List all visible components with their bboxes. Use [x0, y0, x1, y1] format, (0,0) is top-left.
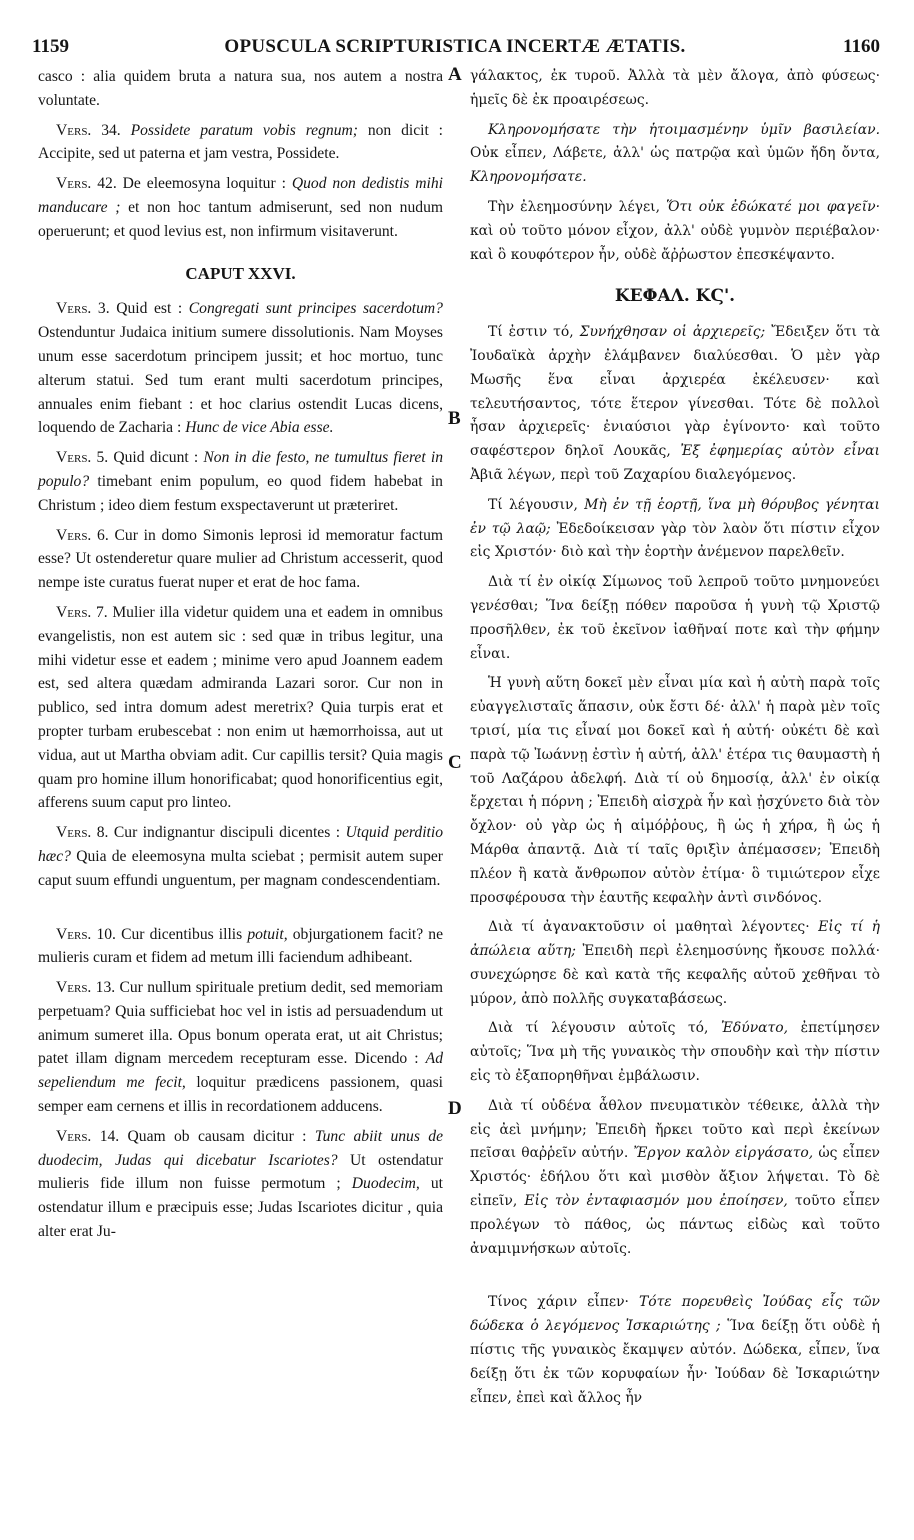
latin-paragraph [38, 923, 443, 971]
margin-mark-c: C [448, 752, 462, 773]
text: loquitur prædicens passionem, quasi semper eam cernens et illis in recordationem adducens. [38, 1074, 443, 1116]
margin-mark-a: A [448, 64, 462, 85]
text: non dicit : Accipite, sed ut paterna et jam vestra, Possidete. [38, 121, 443, 163]
text: Τὴν ἐλεημοσύνην λέγει, [488, 198, 661, 215]
quote: Εἰς τί ἡ ἀπώλεια αὕτη; [470, 919, 880, 960]
greek-paragraph [470, 119, 880, 190]
margin-mark-b: B [448, 408, 461, 429]
quote: Τότε πορευθεὶς Ἰούδας εἷς τῶν δώδεκα ὁ λεγόμενος Ἰσκαριώτης ; [470, 1294, 881, 1335]
text: γάλακτος, ἐκ τυροῦ. Ἀλλὰ τὰ μὲν ἄλογα, ἀπὸ φύσεως· ἡμεῖς δὲ ἐκ προαιρέσεως. [470, 68, 880, 108]
text: τοῦτο εἶπεν προλέγων τὸ πάθος, ὡς πάντως εἰδὼς καὶ τοῦτο ἀναμιμνήσκων αὐτοῖς. [470, 1193, 881, 1257]
latin-paragraph [38, 172, 443, 243]
text: Cur in domo Simonis leprosi id memoratur factum esse? Ut ostenderetur quare mulier ad Christum accesserit, quod nempe iste curatus fuerat nuper et erat de hoc fama. [38, 526, 443, 592]
chapter-heading: ΚΕΦΑΛ. ΚϚ'. [614, 286, 736, 307]
quote: Utquid perditio hæc? [38, 824, 444, 865]
greek-paragraph [470, 321, 880, 488]
greek-paragraph [470, 1095, 880, 1262]
greek-column [470, 65, 880, 1416]
latin-paragraph [38, 524, 443, 595]
text: ὡς εἶπεν Χριστός· ἐδήλου ὅτι καὶ μισθὸν ἄξιον λήψεται. Τὸ δὲ εἰπεῖν, [470, 1145, 880, 1210]
greek-paragraph [470, 571, 880, 666]
text: Mulier illa videtur quidem una et eadem in omnibus evangelistis, non est autem sic : sed quæ in tribus legitur, una mihi videtur esse et eadem ; minime vero apud Joannem eadem est, sed altera quædam admiranda Lazari soror. Cur non in publico, sed intra domum adest meretrix? Quia turpis erat et propter turbam erubescebat : non enim ut hæmorrhoissa, aut ut vidua, aut ut Martha obviam adit. Cur capillis tersit? Quia magis quam pro homine illum honorificabat; quod honorificentius egit, afferens suum caput pro linteo. [38, 603, 443, 812]
latin-paragraph [38, 1125, 443, 1244]
quote: Ἔργον καλὸν εἰργάσατο, [633, 1145, 814, 1162]
verse-label: Vers. 13. [56, 979, 116, 997]
text: Cur nullum spirituale pretium dedit, sed memoriam perpetuam? Quia sufficiebat hoc vel in istis ad persuadendum ut animum sumeret illa. Opus bonum operata erat, ut ait Christus; patet illam dignam mercedem recepturam esse. Dicendo : [38, 979, 443, 1068]
text: Ἵνα δείξῃ ὅτι οὐδὲ ἡ πίστις τῆς γυναικὸς ἔκαμψεν αὐτόν. Δώδεκα, εἶπεν, ἵνα δείξῃ ὅτι ἐκ τῶν κορυφαίων ἦν· Ἰούδαν δὲ Ἰσκαριώτην εἶπεν, ἐπεὶ καὶ ἄλλος ἦν [470, 1318, 880, 1406]
text: Ἔδειξεν ὅτι τὰ Ἰουδαϊκὰ ἀρχὴν ἐλάμβανεν διαλύεσθαι. Ὁ μὲν γὰρ Μωσῆς ἕνα εἶναι ἀρχιερέα ἐκέλευσεν· καὶ τελευτήσαντος, τότε ἕτερον γίνεσθαι. Τότε δὲ πολλοὶ ἦσαν ἀρχιερεῖς· ἐνιαύσιοι γὰρ ἐγίνοντο· καὶ τοῦτο σαφέστερον δηλοῖ Λουκᾶς, [470, 324, 881, 460]
latin-paragraph [38, 119, 443, 167]
chapter-heading: CAPUT XXVI. [185, 263, 296, 283]
spacer [470, 1267, 880, 1291]
text: Quia de eleemosyna multa sciebat ; permisit autem super caput suum effundi unguentum, per magnam condescendentiam. [38, 847, 443, 889]
running-header [30, 30, 880, 64]
quote: Ὅτι οὐκ ἐδώκατέ μοι φαγεῖν· [666, 198, 881, 215]
latin-paragraph [38, 976, 443, 1119]
greek-paragraph [470, 196, 880, 267]
text: Οὐκ εἶπεν, Λάβετε, ἀλλ' ὡς πατρῷα καὶ ὑμῶν ἤδη ὄντα, [470, 145, 880, 162]
quote: Duodecim, [351, 1175, 420, 1193]
text: Cur indignantur discipuli dicentes : [113, 824, 341, 842]
text: Διὰ τί λέγουσιν αὐτοῖς τό, [488, 1020, 709, 1037]
latin-paragraph [38, 601, 443, 815]
page-number-left: 1159 [32, 36, 69, 57]
quote: Quod non dedistis mihi manducare ; [38, 175, 443, 216]
latin-paragraph [38, 446, 443, 517]
text: Ἐπειδὴ περὶ ἐλεημοσύνης ἤκουσε πολλά· συνεχώρησε δὲ καὶ κατὰ τῆς κεφαλῆς αὐτοῦ χεθῆναι τὸ μύρον, ἀπὸ πολλῆς συγκαταβάσεως. [470, 943, 880, 1007]
text: Διὰ τί ἐν οἰκίᾳ Σίμωνος τοῦ λεπροῦ τοῦτο μνημονεύει γενέσθαι; Ἵνα δείξῃ πόθεν παροῦσα ἡ γυνὴ τῷ Χριστῷ προσῆλθεν, ἐκ τοῦ ἐκεῖνον ἰαθῆναί ποτε καὶ τὴν φήμην εἶναι. [470, 574, 880, 662]
latin-paragraph [38, 821, 443, 892]
quote: Κληρονομήσατε. [470, 169, 587, 186]
text: De eleemosyna loquitur : [122, 175, 286, 193]
greek-paragraph [470, 1017, 880, 1088]
latin-paragraph [38, 65, 443, 113]
text: Τί λέγουσιν, [488, 496, 578, 513]
spacer [38, 899, 443, 923]
verse-label: Vers. 5. [56, 449, 109, 467]
running-title: OPUSCULA SCRIPTURISTICA INCERTÆ ÆTATIS. [224, 36, 686, 57]
text: Τί ἐστιν τό, [488, 324, 574, 341]
page-number-right: 1160 [843, 36, 880, 57]
text: Διὰ τί ἀγανακτοῦσιν οἱ μαθηταὶ λέγοντες· [488, 919, 810, 936]
quote: Ad sepeliendum me fecit, [38, 1050, 443, 1092]
quote: Hunc de vice Abia esse. [185, 419, 334, 437]
verse-label: Vers. 7. [56, 603, 108, 621]
latin-column [38, 65, 443, 1250]
text: casco : alia quidem bruta a natura sua, nos autem a nostra voluntate. [38, 68, 443, 109]
quote: Συνήχθησαν οἱ ἀρχιερεῖς; [579, 324, 766, 341]
text: Ἀβιᾶ λέγων, περὶ τοῦ Ζαχαρίου διαλεγόμενος. [470, 466, 797, 483]
text: Cur dicentibus illis [121, 925, 243, 943]
text: Ostenduntur Judaica initium sumere dissolutionis. Nam Moyses unum esse sacerdotum principem jussit; et hoc mortuo, tunc alterum statui. Sed tum erant multi sacerdotum principes, annuales enim fiebant : et hoc clarius ostendit Lucas dicens, loquendo de Zacharia : [38, 324, 443, 437]
text: Quid est : [116, 300, 183, 318]
quote: Ἐδύνατο, [721, 1020, 788, 1037]
quote: Tunc abiit unus de duodecim, Judas qui dicebatur Iscariotes? [38, 1127, 443, 1169]
verse-label: Vers. 42. [56, 175, 117, 193]
quote: Εἰς τὸν ἐνταφιασμόν μου ἐποίησεν, [524, 1193, 788, 1210]
text: timebant enim populum, eo quod fidem habebat in Christum ; ideo diem festum exspectaverunt ut præteriret. [38, 472, 443, 514]
text: Τίνος χάριν εἶπεν· [488, 1294, 629, 1311]
text: καὶ οὐ τοῦτο μόνον εἶχον, ἀλλ' οὐδὲ γυμνὸν περιέβαλον· καὶ ὃ κουφότερον ἦν, οὐδὲ ἄῤῥωστον ἐπεσκέψαντο. [470, 222, 880, 263]
quote: Κληρονομήσατε τὴν ἡτοιμασμένην ὑμῖν βασιλείαν. [488, 121, 880, 138]
quote: Congregati sunt principes sacerdotum? [188, 300, 443, 318]
greek-paragraph [470, 494, 880, 565]
margin-mark-d: D [448, 1098, 462, 1119]
quote: Μὴ ἐν τῇ ἑορτῇ, ἵνα μὴ θόρυβος γένηται ἐν τῷ λαῷ; [470, 496, 880, 537]
quote: Ἐξ ἐφημερίας αὐτὸν εἶναι [680, 443, 880, 460]
text: Quid dicunt : [113, 449, 199, 467]
greek-paragraph [470, 65, 880, 113]
verse-label: Vers. 10. [56, 925, 116, 943]
text: Διὰ τί οὐδένα ἆθλον πνευματικὸν τέθεικε, ἀλλὰ τὴν εἰς ἀεὶ μνήμην; Ἐπειδὴ ἤρκει τοῦτο καὶ περὶ ἐκείνων πεῖσαι θαῤῥεῖν αὐτήν. [470, 1097, 880, 1162]
text: Ἐδεδοίκεισαν γὰρ τὸν λαὸν ὅτι πίστιν εἶχον εἰς Χριστόν· διὸ καὶ τὴν ἑορτὴν ἀνέμενον παρελθεῖν. [470, 520, 880, 561]
text: Ἡ γυνὴ αὕτη δοκεῖ μὲν εἶναι μία καὶ ἡ αὐτὴ παρὰ τοῖς εὐαγγελισταῖς ἅπασιν, οὐκ ἔστι δέ· ἀλλ' ἡ παρὰ μὲν τοῖς τρισί, μία τις εἶναί μοι δοκεῖ καὶ ἡ αὐτή· οὐκέτι δὲ καὶ παρὰ τῷ Ἰωάννῃ ἐστὶν ἡ αὐτή, ἀλλ' ἑτέρα τις θαυμαστὴ ἡ τοῦ Λαζάρου ἀδελφή. Διὰ τί οὐ δημοσίᾳ, ἀλλ' ἐν οἰκίᾳ ἔρχεται ἡ πόρνη ; Ἐπειδὴ αἰσχρὰ ἦν καὶ ᾐσχύνετο διὰ τὸν ὄχλον· οὐ γὰρ ὡς ἡ αἱμόῤῥους, ἢ ὡς ἡ χήρα, ἢ ὡς ἡ Μάρθα ἀπαντᾷ. Διὰ τί ταῖς θριξὶν ἀπέμασσεν; Ἐπειδὴ πλέον ἢ κατὰ ἄνθρωπον αὐτὸν ἐτίμα· ὃ τιμιώτερον εἶχε προσφέρουσα τὴν ἑαυτῆς κεφαλὴν ἀντὶ σινδόνος. [470, 675, 880, 906]
verse-label: Vers. 8. [56, 824, 109, 842]
text: Quam ob causam dicitur : [127, 1127, 307, 1145]
text: ut ostendatur illum e præcipuis esse; Judas Iscariotes dicitur , quia alter erat Ju- [38, 1175, 443, 1241]
quote: Non in die festo, ne tumultus fieret in populo? [38, 449, 443, 490]
verse-label: Vers. 3. [56, 300, 110, 318]
quote: potuit, [247, 925, 288, 943]
greek-paragraph [470, 1291, 880, 1410]
text: objurgationem facit? ne mulieris curam et fidem ad metum illi faciendum adhibeant. [38, 925, 443, 967]
verse-label: Vers. 6. [56, 526, 109, 544]
greek-paragraph [470, 672, 880, 910]
text: ἐπετίμησεν αὐτοῖς; Ἵνα μὴ τῆς γυναικὸς τὴν σπουδὴν καὶ τὴν πίστιν εἰς τὸ ἐξαπορηθῆναι ἐμβάλωσιν. [470, 1020, 880, 1085]
verse-label: Vers. 34. [56, 121, 121, 139]
greek-paragraph [470, 916, 880, 1011]
text: Ut ostendatur mulieris fide illum non fuisse permotum ; [38, 1151, 444, 1193]
latin-paragraph [38, 297, 443, 440]
verse-label: Vers. 14. [56, 1127, 120, 1145]
quote: Possidete paratum vobis regnum; [130, 121, 358, 139]
text: et non hoc tantum admiserunt, sed non nudum operuerunt; et quod levius est, non infirmum visitaverunt. [38, 198, 443, 240]
